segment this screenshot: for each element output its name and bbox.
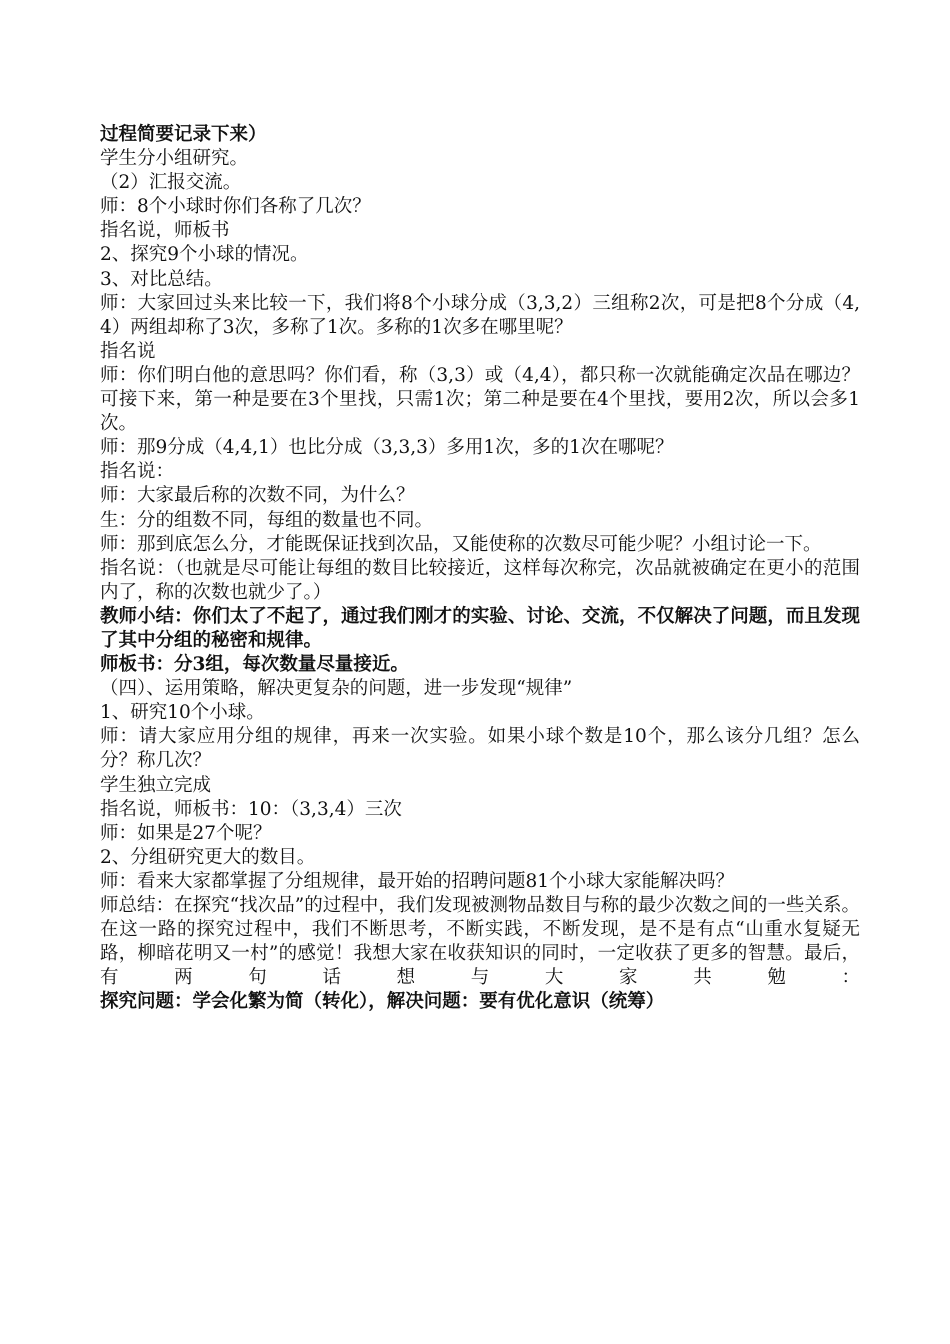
paragraph: 教师小结：你们太了不起了，通过我们刚才的实验、讨论、交流，不仅解决了问题，而且发现了其中分组的秘密和规律。 bbox=[100, 605, 860, 651]
paragraph: （2）汇报交流。 bbox=[100, 172, 242, 194]
paragraph: 指名说，师板书：10：（3,3,4）三次 bbox=[100, 798, 402, 820]
document-body bbox=[100, 123, 860, 1014]
paragraph: 3、对比总结。 bbox=[100, 268, 223, 290]
paragraph: 学生分小组研究。 bbox=[100, 148, 249, 170]
paragraph: 师：那9分成（4,4,1）也比分成（3,3,3）多用1次，多的1次在哪呢？ bbox=[100, 437, 674, 459]
paragraph: 师板书：分3组，每次数量尽量接近。 bbox=[100, 654, 409, 676]
paragraph: 生：分的组数不同，每组的数量也不同。 bbox=[100, 509, 434, 531]
paragraph: 师：请大家应用分组的规律，再来一次实验。如果小球个数是10个，那么该分几组？怎么分？称几次？ bbox=[100, 726, 860, 772]
closing-bold-text: 探究问题：学会化繁为简（转化），解决问题：要有优化意识（统筹） bbox=[100, 991, 665, 1013]
paragraph: 师：大家最后称的次数不同，为什么？ bbox=[100, 485, 415, 507]
paragraph: 1、研究10个小球。 bbox=[100, 702, 265, 724]
paragraph: 师：那到底怎么分，才能既保证找到次品，又能使称的次数尽可能少呢？小组讨论一下。 bbox=[100, 533, 822, 555]
paragraph: 学生独立完成 bbox=[100, 774, 212, 796]
paragraph: 指名说：（也就是尽可能让每组的数目比较接近，这样每次称完，次品就被确定在更小的范围内了，称的次数也就少了。） bbox=[100, 557, 860, 603]
paragraph: 师：大家回过头来比较一下，我们将8个小球分成（3,3,2）三组称2次，可是把8个分成（4,4）两组却称了3次，多称了1次。多称的1次多在哪里呢？ bbox=[100, 292, 860, 338]
paragraph: 师：看来大家都掌握了分组规律，最开始的招聘问题81个小球大家能解决吗？ bbox=[100, 870, 735, 892]
paragraph: 过程简要记录下来） bbox=[100, 124, 267, 145]
paragraph: 2、探究9个小球的情况。 bbox=[100, 244, 309, 266]
paragraph: 师：如果是27个呢？ bbox=[100, 822, 272, 844]
paragraph: 师：你们明白他的意思吗？你们看，称（3,3）或（4,4），都只称一次就能确定次品在哪边？可接下来，第一种是要在3个里找，只需1次；第二种是要在4个里找，要用2次，所以会多1次。 bbox=[100, 364, 860, 435]
paragraph: 指名说： bbox=[100, 461, 175, 483]
paragraph: 师：8个小球时你们各称了几次？ bbox=[100, 196, 371, 218]
paragraph: 2、分组研究更大的数目。 bbox=[100, 846, 316, 868]
paragraph: 指名说，师板书 bbox=[100, 220, 230, 242]
closing-paragraph bbox=[100, 894, 860, 1014]
paragraph: 指名说 bbox=[100, 340, 156, 362]
paragraph: （四）、运用策略，解决更复杂的问题，进一步发现“规律” bbox=[100, 678, 573, 700]
closing-text: 师总结：在探究“找次品”的过程中，我们发现被测物品数目与称的最少次数之间的一些关系。在这一路的探究过程中，我们不断思考，不断实践，不断发现，是不是有点“山重水复疑无路，柳暗花明又一村”的感觉！我想大家在收获知识的同时，一定收获了更多的智慧。最后，有两句话想与大家共勉： bbox=[100, 895, 860, 989]
paragraph-list bbox=[100, 123, 860, 894]
